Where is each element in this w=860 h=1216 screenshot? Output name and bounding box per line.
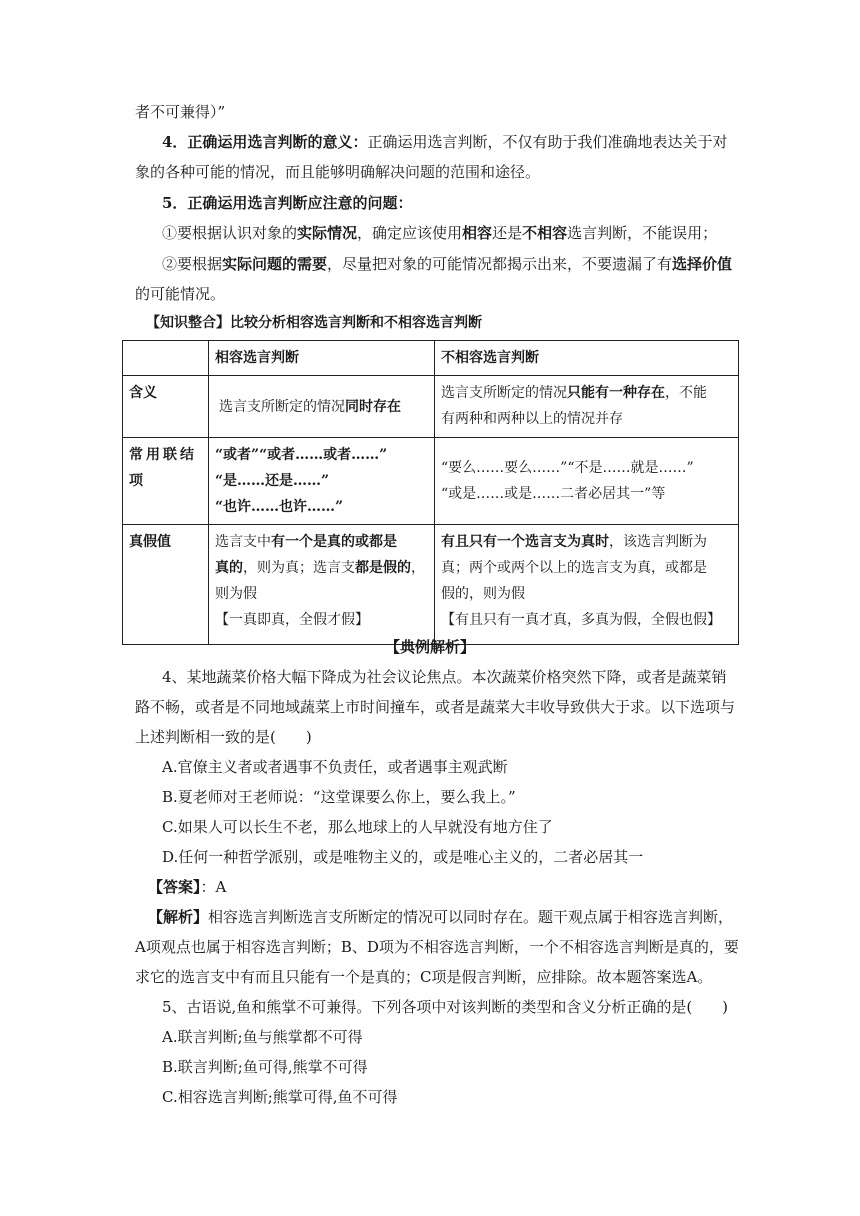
q4-option-b: B.夏老师对王老师说：“这堂课要么你上，要么我上。” [162,788,516,806]
connective-c1-0: “或者”“或者……或者……” [215,447,388,463]
truth-c2-line1 [441,529,732,555]
point1-a: ①要根据认识对象的 [162,224,298,242]
table-row-truth-value [123,525,739,645]
table-header-incompatible: 不相容选言判断 [435,341,739,376]
item5-label: 5．正确运用选言判断应注意的问题： [162,194,413,212]
truth-c2-e: 【有且只有一真才真，多真为假，全假也假】 [441,612,721,628]
truth-c1-f: ， [411,560,425,576]
point1-c: ，确定应该使用 [357,224,463,242]
truth-c2-a: 有且只有一个选言支为真时 [441,534,609,550]
item4-text1: 正确运用选言判断，不仅有助于我们准确地表达关于对 [367,133,728,151]
cell-connectives-incompatible [435,438,739,525]
truth-c2-b: ，该选言判断为 [609,534,707,550]
connectives-head-2: 项 [129,473,143,489]
analysis-line3: 求它的选言支中有而且只能有一个是真的；C项是假言判断，应排除。故本题答案选A。 [135,968,713,986]
q5-line1: 5、古语说,鱼和熊掌不可兼得。下列各项中对该判断的类型和含义分析正确的是( ) [162,998,729,1016]
knowledge-heading: 【知识整合】比较分析相容选言判断和不相容选言判断 [146,315,482,331]
connective-c2-1: “或是……或是……二者必居其一”等 [441,486,666,502]
answer-label: 【答案】 [148,878,201,896]
answer-value: ：A [200,878,227,896]
example-heading: 【典例解析】 [384,638,475,656]
point2-d: 选择价值 [672,255,733,273]
table-header-row [123,341,739,376]
point1-g: 选言判断，不能误用； [567,224,718,242]
truth-c2-d: 假的，则为假 [441,586,525,602]
cell-connectives-compatible [209,438,435,525]
truth-c1-b: 有一个是真的或都是 [271,534,397,550]
cell-meaning-incompatible [435,376,739,438]
q4-option-c: C.如果人可以长生不老，那么地球上的人早就没有地方住了 [162,818,553,836]
point1-f: 不相容 [522,224,568,242]
cell-truth-compatible [209,525,435,645]
truth-c1-g: 则为假 [215,586,257,602]
analysis-text1: 相容选言判断选言支所断定的情况可以同时存在。题干观点属于相容选言判断， [208,908,734,926]
point2-a: ②要根据 [162,255,223,273]
row-head-truth-value: 真假值 [123,525,209,645]
q4-line2: 路不畅，或者是不同地域蔬菜上市时间撞车，或者是蔬菜大丰收导致供大于求。以下选项与 [135,698,736,716]
meaning-c1-a: 选言支所断定的情况 [219,398,345,415]
analysis-label: 【解析】 [148,908,209,926]
truth-c1-a: 选言支中 [215,534,271,550]
row-head-meaning: 含义 [123,376,209,438]
q5-option-a: A.联言判断;鱼与熊掌都不可得 [162,1028,363,1046]
q4-line1: 4、某地蔬菜价格大幅下降成为社会议论焦点。本次蔬菜价格突然下降，或者是蔬菜销 [162,668,727,686]
meaning-c2-d: 有两种和两种以上的情况并存 [441,411,623,427]
meaning-c2-c: ，不能 [665,385,707,401]
point2-line2: 的可能情况。 [135,285,226,303]
point1-d: 相容 [462,224,493,242]
meaning-c2-line1 [441,380,732,406]
top-fragment: 者不可兼得）” [135,103,226,121]
row-head-connectives [123,438,209,525]
item4-label: 4．正确运用选言判断的意义： [162,133,368,151]
q4-option-d: D.任何一种哲学派别，或是唯物主义的，或是唯心主义的，二者必居其一 [162,848,644,866]
point1-b: 实际情况 [297,224,358,242]
truth-c1-line2 [215,555,428,581]
point1 [162,222,717,244]
table-header-empty [123,341,209,376]
truth-c2-c: 真；两个或两个以上的选言支为真，或都是 [441,560,707,576]
meaning-c2-b: 只能有一种存在 [567,385,665,401]
truth-c1-e: 都是假的 [355,560,411,576]
table-row-meaning [123,376,739,438]
q5-option-c: C.相容选言判断;熊掌可得,鱼不可得 [162,1088,398,1106]
cell-truth-incompatible [435,525,739,645]
truth-c1-line1 [215,529,428,555]
connective-c1-2: “也许……也许……” [215,499,344,515]
point2-b: 实际问题的需要 [222,255,328,273]
answer-line [148,876,226,898]
q4-line3: 上述判断相一致的是( ) [135,728,312,746]
item4-line1 [162,131,727,153]
table-row-connectives [123,438,739,525]
point2-c: ，尽量把对象的可能情况都揭示出来，不要遗漏了有 [327,255,673,273]
item4-line2: 象的各种可能的情况，而且能够明确解决问题的范围和途径。 [135,163,541,181]
connective-c1-1: “是……还是……” [215,473,330,489]
meaning-c1-b: 同时存在 [345,398,401,415]
comparison-table [122,340,739,645]
q4-option-a: A.官僚主义者或者遇事不负责任，或者遇事主观武断 [162,758,508,776]
q5-option-b: B.联言判断;鱼可得,熊掌不可得 [162,1058,368,1076]
analysis-line2: A项观点也属于相容选言判断；B、D项为不相容选言判断，一个不相容选言判断是真的，要 [135,938,739,956]
table-header-compatible: 相容选言判断 [209,341,435,376]
point2-line1 [162,253,732,275]
connective-c2-0: “要么……要么……”“不是……就是……” [441,460,694,476]
cell-meaning-compatible [209,376,435,438]
connectives-head-1: 常用联结 [129,447,197,463]
truth-c1-h: 【一真即真，全假才假】 [215,612,369,628]
meaning-c2-a: 选言支所断定的情况 [441,385,567,401]
truth-c1-c: 真的 [215,560,243,576]
analysis-line1 [148,906,733,928]
point1-e: 还是 [492,224,523,242]
truth-c1-d: ，则为真；选言支 [243,560,355,576]
